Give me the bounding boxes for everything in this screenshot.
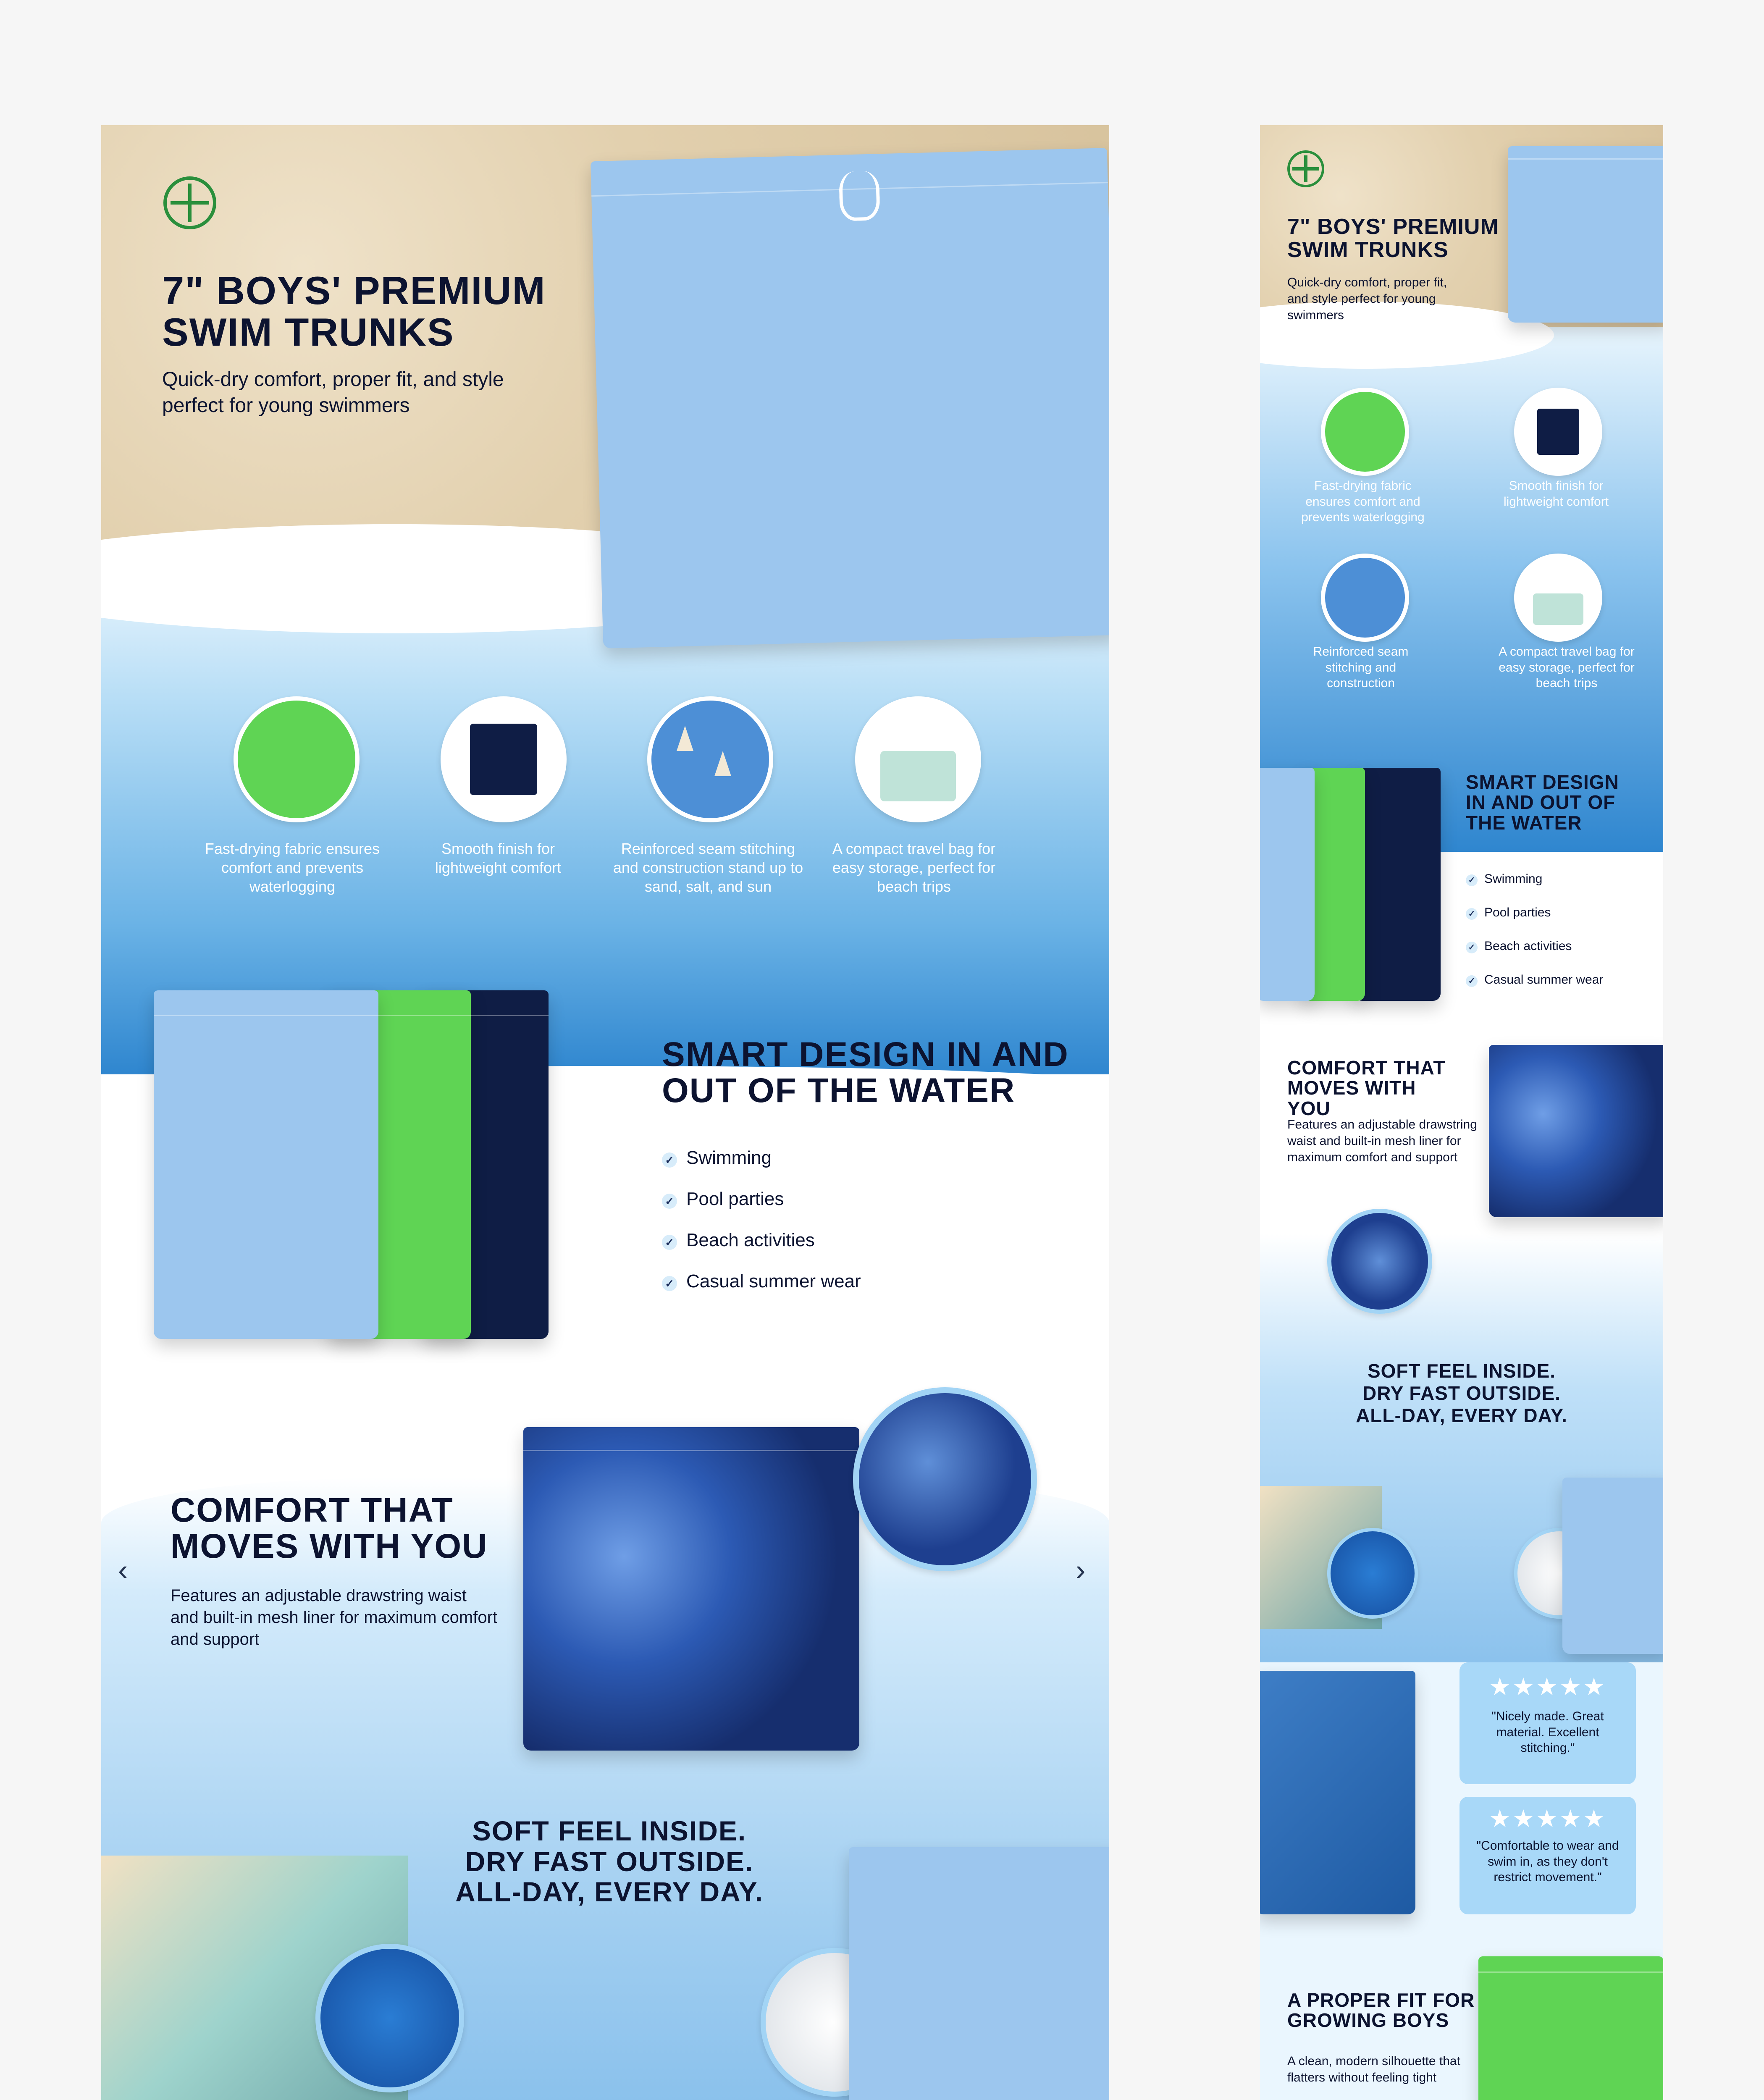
use-case-item: ✓ Casual summer wear: [1466, 963, 1603, 997]
hero-subtitle: Quick-dry comfort, proper fit, and style perfect for young swimmers: [162, 368, 504, 417]
feature-label: A compact travel bag for easy storage, perfect for beach trips: [832, 840, 996, 895]
trunks-floral-print: [1489, 1045, 1663, 1217]
carousel-next-button[interactable]: ›: [1076, 1554, 1086, 1586]
travel-bag-icon: [855, 696, 981, 822]
smart-design-heading: SMART DESIGN IN AND OUT OF THE WATER: [1466, 771, 1619, 834]
feature-label: A compact travel bag for easy storage, perfect for beach trips: [1499, 645, 1635, 690]
use-case-list: [1466, 862, 1603, 997]
soft-feel-heading: SOFT FEEL INSIDE. DRY FAST OUTSIDE. ALL-DAY, EVERY DAY.: [455, 1815, 764, 1908]
trunks-light-blue-closeup: [1562, 1478, 1663, 1654]
green-fabric-icon: [234, 696, 360, 822]
comfort-heading: COMFORT THAT MOVES WITH YOU: [1287, 1057, 1446, 1119]
check-icon: ✓: [662, 1194, 677, 1209]
hero-title: 7" BOYS' PREMIUM SWIM TRUNKS: [162, 268, 546, 354]
green-fabric-icon: [1321, 388, 1409, 476]
desktop-infographic: [101, 125, 1109, 2100]
navy-trunks-icon: [1514, 388, 1602, 476]
use-case-list: [662, 1137, 861, 1302]
mesh-texture-zoom: [315, 1944, 464, 2092]
trunks-floral-print: [523, 1427, 859, 1751]
use-case-item: ✓ Swimming: [1466, 862, 1603, 896]
sailboat-print-icon: [647, 696, 773, 822]
fit-heading: A PROPER FIT FOR GROWING BOYS: [1287, 1989, 1475, 2032]
use-case-item: ✓ Pool parties: [1466, 896, 1603, 929]
drawstring-detail-zoom: [1327, 1209, 1432, 1314]
smart-design-heading: SMART DESIGN IN AND OUT OF THE WATER: [662, 1035, 1069, 1110]
trunks-light-blue: [1260, 768, 1315, 1001]
feature-label: Reinforced seam stitching and construction stand up to sand, salt, and sun: [613, 840, 803, 895]
travel-bag-icon: [1514, 554, 1602, 642]
comfort-heading: COMFORT THAT MOVES WITH YOU: [171, 1491, 488, 1566]
review-text: "Comfortable to wear and swim in, as they don't restrict movement.": [1476, 1839, 1619, 1884]
brand-globe-logo-icon: [1287, 150, 1324, 187]
mesh-texture-zoom: [1327, 1528, 1418, 1619]
trunks-navy: [1354, 768, 1441, 1001]
fit-text: A clean, modern silhouette that flatters without feeling tight: [1287, 2054, 1460, 2084]
five-star-rating-icon: ★★★★★: [1489, 1805, 1606, 1832]
review-text: "Nicely made. Great material. Excellent stitching.": [1491, 1709, 1604, 1755]
use-case-item: ✓ Casual summer wear: [662, 1261, 861, 1302]
check-icon: ✓: [662, 1152, 677, 1168]
comfort-text: Features an adjustable drawstring waist and built-in mesh liner for maximum comfort and support: [171, 1586, 498, 1648]
five-star-rating-icon: ★★★★★: [1489, 1673, 1606, 1701]
drawstring-detail-zoom: [853, 1387, 1037, 1571]
trunks-light-blue-closeup: [849, 1847, 1109, 2100]
drawstring-icon: [839, 171, 880, 221]
check-icon: ✓: [1466, 874, 1478, 886]
comfort-text: Features an adjustable drawstring waist and built-in mesh liner for maximum comfort and support: [1287, 1118, 1477, 1164]
mobile-infographic: [1260, 125, 1663, 2100]
check-icon: ✓: [662, 1276, 677, 1291]
trunks-sailboat-print: [1260, 1671, 1415, 1914]
feature-label: Fast-drying fabric ensures comfort and prevents waterlogging: [205, 840, 380, 895]
feature-label: Fast-drying fabric ensures comfort and prevents waterlogging: [1301, 479, 1425, 524]
carousel-prev-button[interactable]: ‹: [118, 1554, 128, 1586]
navy-trunks-icon: [441, 696, 567, 822]
hero-subtitle: Quick-dry comfort, proper fit, and style perfect for young swimmers: [1287, 276, 1447, 322]
feature-label: Reinforced seam stitching and construction: [1313, 645, 1409, 690]
check-icon: ✓: [662, 1235, 677, 1250]
brand-globe-logo-icon: [163, 176, 216, 229]
soft-feel-heading: SOFT FEEL INSIDE. DRY FAST OUTSIDE. ALL-DAY, EVERY DAY.: [1356, 1360, 1567, 1426]
check-icon: ✓: [1466, 908, 1478, 920]
hero-trunks-light-blue: [591, 148, 1109, 648]
use-case-item: ✓ Beach activities: [662, 1220, 861, 1261]
check-icon: ✓: [1466, 942, 1478, 953]
check-icon: ✓: [1466, 975, 1478, 987]
review-bubble: [1460, 1797, 1636, 1914]
review-bubble: [1460, 1662, 1636, 1784]
hero-title: 7" BOYS' PREMIUM SWIM TRUNKS: [1287, 215, 1499, 262]
use-case-item: ✓ Beach activities: [1466, 929, 1603, 963]
use-case-item: ✓ Swimming: [662, 1137, 861, 1179]
sailboat-print-icon: [1321, 554, 1409, 642]
feature-label: Smooth finish for lightweight comfort: [435, 840, 562, 876]
trunks-green-featured: [1478, 1956, 1663, 2100]
feature-label: Smooth finish for lightweight comfort: [1503, 479, 1609, 509]
hero-trunks-light-blue: [1508, 146, 1663, 323]
trunks-light-blue: [154, 990, 378, 1339]
use-case-item: ✓ Pool parties: [662, 1179, 861, 1220]
